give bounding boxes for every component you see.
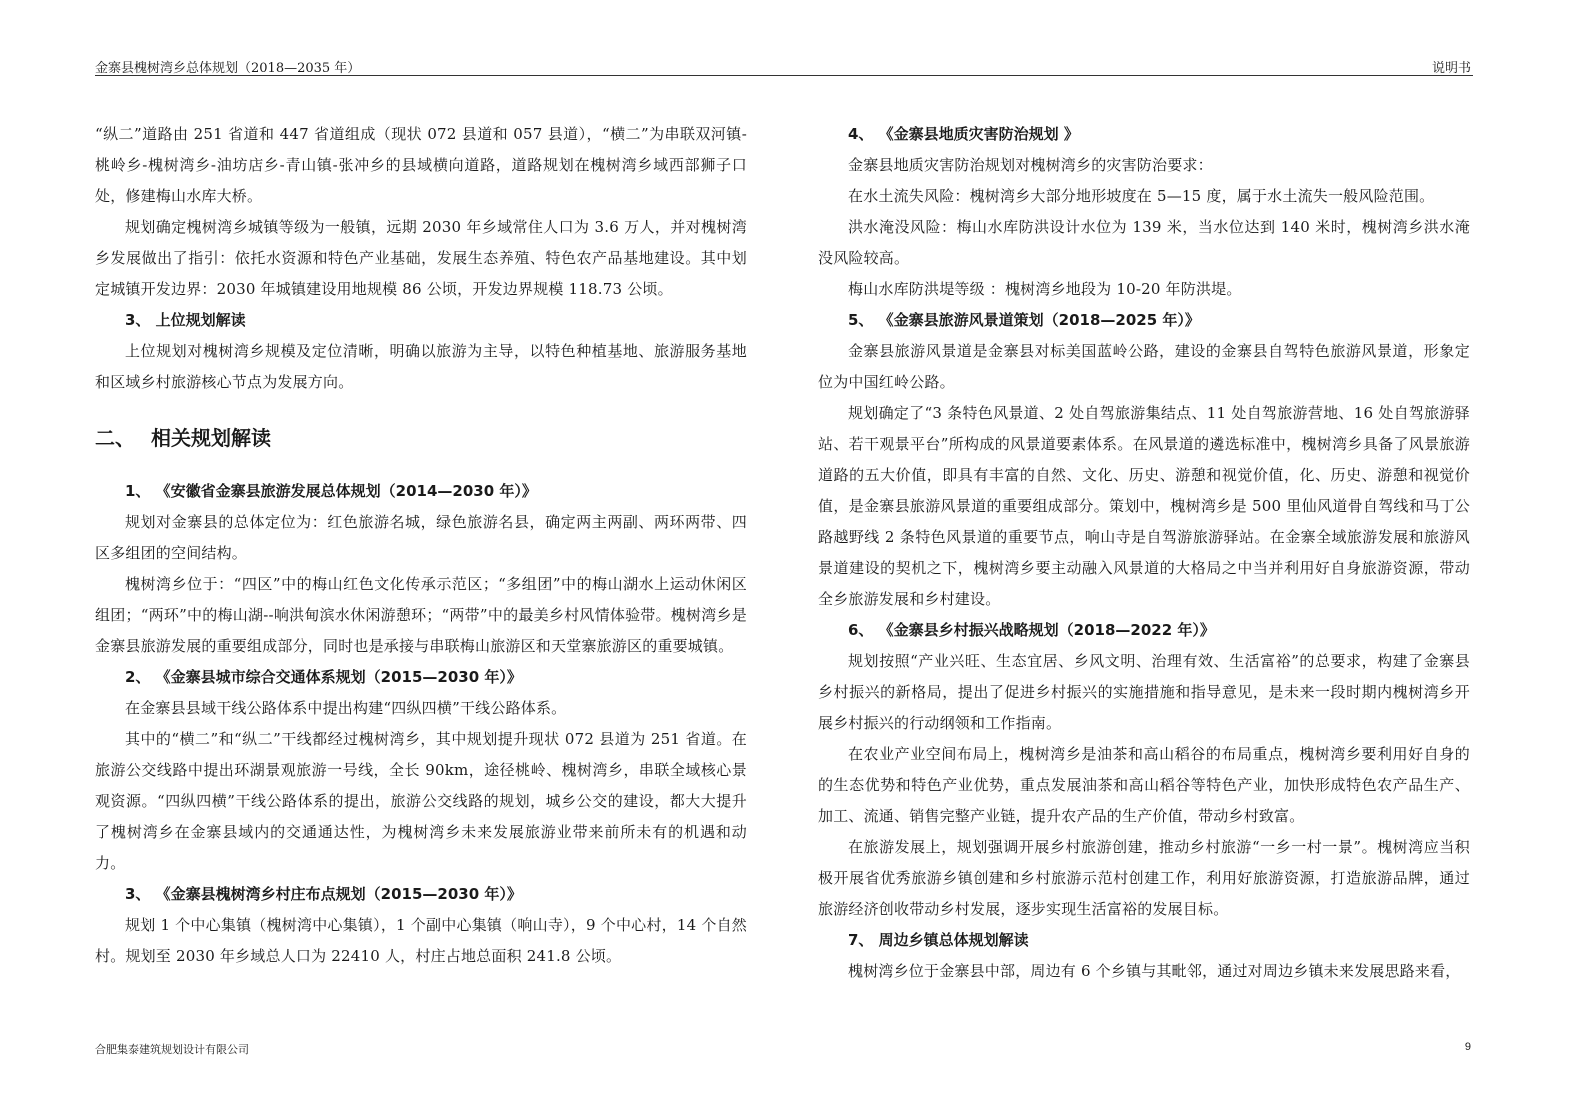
paragraph: 槐树湾乡位于：“四区”中的梅山红色文化传承示范区；“多组团”中的梅山湖水上运动休闲区组团；“两环”中的梅山湖--响洪甸滨水休闲游憩环；“两带”中的最美乡村风情体验带。槐树湾乡是金寨县旅游发展的重要组成部分，同时也是承接与串联梅山旅游区和天堂寨旅游区的重要城镇。: [95, 575, 747, 655]
section-title: 相关规划解读: [151, 426, 271, 450]
paragraph: 梅山水库防洪堤等级 ：槐树湾乡地段为 10-20 年防洪堤。: [848, 280, 1242, 298]
paragraph: 规划确定了“3 条特色风景道、2 处自驾旅游集结点、11 处自驾旅游营地、16 处自驾旅游驿站、若干观景平台”所构成的风景道要素体系。在风景道的遴选标准中，槐树湾乡具备了风景旅游道路的五大价值，即具有丰富的自然、文化、历史、游憩和视觉价值，化、历史、游憩和视觉价值，是金寨县旅游风景道的重要组成部分。策划中，槐树湾乡是 500 里仙风道骨自驾线和马丁公路越野线 2 条特色风景道的重要节点，响山寺是自驾游旅游驿站。在金寨全域旅游发展和旅游风景道建设的契机之下，槐树湾乡要主动融入风景道的大格局之中当并利用好自身旅游资源，带动全乡旅游发展和乡村建设。: [818, 404, 1470, 608]
paragraph: 其中的“横二”和“纵二”干线都经过槐树湾乡，其中规划提升现状 072 县道为 251 省道。在旅游公交线路中提出环湖景观旅游一号线，全长 90km，途径桃岭、槐树湾乡，串联全域核心景观资源。“四纵四横”干线公路体系的提出，旅游公交线路的规划，城乡公交的建设，都大大提升了槐树湾乡在金寨县域内的交通通达性，为槐树湾乡未来发展旅游业带来前所未有的机遇和动力。: [95, 730, 747, 872]
subheading: 5、 《金寨县旅游风景道策划（2018—2025 年）》: [848, 311, 1200, 329]
paragraph: 在农业产业空间布局上，槐树湾乡是油茶和高山稻谷的布局重点，槐树湾乡要利用好自身的的生态优势和特色产业优势，重点发展油茶和高山稻谷等特色产业，加快形成特色农产品生产、加工、流通、销售完整产业链，提升农产品的生产价值，带动乡村致富。: [818, 745, 1470, 825]
paragraph: 金寨县地质灾害防治规划对槐树湾乡的灾害防治要求：: [848, 156, 1213, 174]
right-column: [818, 119, 1470, 987]
subheading: 1、 《安徽省金寨县旅游发展总体规划（2014—2030 年）》: [125, 482, 537, 500]
footer-company: 合肥集泰建筑规划设计有限公司: [95, 1043, 249, 1056]
paragraph: 在金寨县县域干线公路体系中提出构建“四纵四横”干线公路体系。: [125, 699, 567, 717]
page-number: 9: [1464, 1041, 1471, 1053]
header-doc-type: 说明书: [1431, 61, 1471, 76]
subheading: 2、 《金寨县城市综合交通体系规划（2015—2030 年）》: [125, 668, 522, 686]
subheading: 4、 《金寨县地质灾害防治规划 》: [848, 125, 1079, 143]
paragraph: “纵二”道路由 251 省道和 447 省道组成（现状 072 县道和 057 县道），“横二”为串联双河镇-桃岭乡-槐树湾乡-油坊店乡-青山镇-张冲乡的县域横向道路，道路规划在槐树湾乡域西部狮子口处，修建梅山水库大桥。: [95, 125, 747, 205]
paragraph: 在旅游发展上，规划强调开展乡村旅游创建，推动乡村旅游“一乡一村一景”。槐树湾应当积极开展省优秀旅游乡镇创建和乡村旅游示范村创建工作，利用好旅游资源，打造旅游品牌，通过旅游经济创收带动乡村发展，逐步实现生活富裕的发展目标。: [818, 838, 1470, 918]
paragraph: 规划对金寨县的总体定位为：红色旅游名城，绿色旅游名县，确定两主两副、两环两带、四区多组团的空间结构。: [95, 513, 747, 562]
header-rule: [95, 75, 1473, 76]
subheading: 7、 周边乡镇总体规划解读: [848, 931, 1029, 949]
section-number: 二、: [95, 426, 135, 450]
paragraph: 金寨县旅游风景道是金寨县对标美国蓝岭公路，建设的金寨县自驾特色旅游风景道，形象定位为中国红岭公路。: [818, 342, 1470, 391]
subheading: 3、 上位规划解读: [125, 311, 246, 329]
subheading: 6、 《金寨县乡村振兴战略规划（2018—2022 年）》: [848, 621, 1215, 639]
section-heading: [95, 418, 747, 458]
left-column: [95, 119, 747, 972]
paragraph: 规划 1 个中心集镇（槐树湾中心集镇），1 个副中心集镇（响山寺），9 个中心村，14 个自然村。规划至 2030 年乡域总人口为 22410 人，村庄占地总面积 241.8 公顷。: [95, 916, 747, 965]
paragraph: 在水土流失风险：槐树湾乡大部分地形坡度在 5—15 度，属于水土流失一般风险范围。: [848, 187, 1435, 205]
paragraph: 槐树湾乡位于金寨县中部，周边有 6 个乡镇与其毗邻，通过对周边乡镇未来发展思路来看，: [848, 962, 1461, 980]
paragraph: 规划按照“产业兴旺、生态宜居、乡风文明、治理有效、生活富裕”的总要求，构建了金寨县乡村振兴的新格局，提出了促进乡村振兴的实施措施和指导意见，是未来一段时期内槐树湾乡开展乡村振兴的行动纲领和工作指南。: [818, 652, 1470, 732]
paragraph: 规划确定槐树湾乡城镇等级为一般镇，远期 2030 年乡域常住人口为 3.6 万人，并对槐树湾乡发展做出了指引：依托水资源和特色产业基础，发展生态养殖、特色农产品基地建设。其中划定城镇开发边界：2030 年城镇建设用地规模 86 公顷，开发边界规模 118.73 公顷。: [95, 218, 747, 298]
paragraph: 上位规划对槐树湾乡规模及定位清晰，明确以旅游为主导，以特色种植基地、旅游服务基地和区域乡村旅游核心节点为发展方向。: [95, 342, 747, 391]
subheading: 3、 《金寨县槐树湾乡村庄布点规划（2015—2030 年）》: [125, 885, 522, 903]
paragraph: 洪水淹没风险：梅山水库防洪设计水位为 139 米，当水位达到 140 米时，槐树湾乡洪水淹没风险较高。: [818, 218, 1470, 267]
header-title: 金寨县槐树湾乡总体规划（2018—2035 年）: [95, 61, 361, 76]
